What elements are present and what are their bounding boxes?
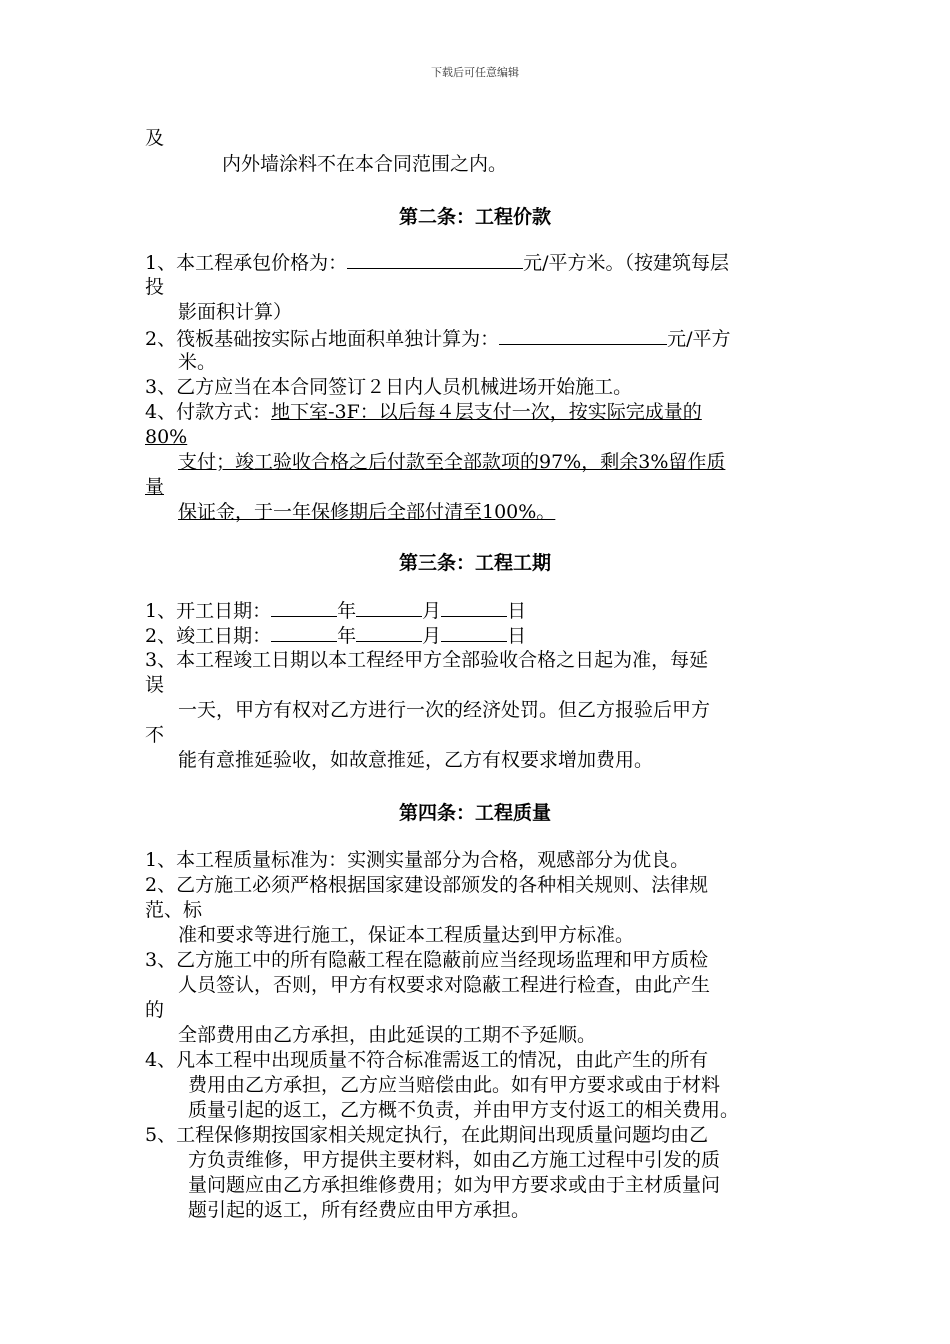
s3-item-3: 3、本工程竣工日期以本工程经甲方全部验收合格之日起为准，每延 [145,649,709,671]
s4-item-4-cont-2: 质量引起的返工，乙方概不负责，并由甲方支付返工的相关费用。 [188,1099,740,1121]
s3-item-3-cont-2: 能有意推延验收，如故意推延，乙方有权要求增加费用。 [178,749,654,771]
s4-item-5-cont-2: 量问题应由乙方承担维修费用；如为甲方要求或由于主材质量问 [188,1174,721,1196]
start-month-blank[interactable] [356,598,422,617]
s2-item-1-cont: 影面积计算） [178,301,293,323]
s4-item-3-cont-2: 全部费用由乙方承担，由此延误的工期不予延顺。 [178,1024,597,1046]
section-title-4: 第四条：工程质量 [398,802,551,824]
s4-item-1: 1、本工程质量标准为：实测实量部分为合格，观感部分为优良。 [145,849,690,871]
s2-item-1-wrap: 投 [145,276,165,298]
s2-item-4: 4、付款方式：地下室-3F：以后每４层支付一次，按实际完成量的 [145,401,702,423]
s4-item-4: 4、凡本工程中出现质量不符合标准需返工的情况，由此产生的所有 [145,1049,709,1071]
s4-item-5-cont-1: 方负责维修，甲方提供主要材料，如由乙方施工过程中引发的质 [188,1149,721,1171]
s4-item-3-cont-1: 人员签认，否则，甲方有权要求对隐蔽工程进行检查，由此产生 [178,974,711,996]
s4-item-3-wrap: 的 [145,999,165,1021]
section-title-3: 第三条：工程工期 [398,552,551,574]
s3-item-3-wrap-1: 误 [145,674,165,696]
s4-item-2-wrap: 范、标 [145,899,203,921]
s3-item-3-wrap-2: 不 [145,724,165,746]
price-blank[interactable] [347,250,523,269]
s2-item-1: 1、本工程承包价格为： 元/平方米。（按建筑每层 [145,252,729,274]
s2-item-4-cont-2: 保证金，于一年保修期后全部付清至100%。 [178,501,556,523]
s4-item-5: 5、工程保修期按国家相关规定执行，在此期间出现质量问题均由乙 [145,1124,709,1146]
s2-item-3: 3、乙方应当在本合同签订２日内人员机械进场开始施工。 [145,376,633,398]
s2-item-4-wrap-2: 量 [145,476,165,498]
raft-price-blank[interactable] [499,326,667,345]
s2-item-4-cont-1: 支付；竣工验收合格之后付款至全部款项的97%，剩余3%留作质 [178,451,726,473]
section-title-2: 第二条：工程价款 [398,206,551,228]
s4-item-5-cont-3: 题引起的返工，所有经费应由甲方承担。 [188,1199,531,1221]
start-date-line: 1、开工日期： 年 月 日 [145,600,527,622]
s4-item-4-cont-1: 费用由乙方承担，乙方应当赔偿由此。如有甲方要求或由于材料 [188,1074,721,1096]
page-header: 下载后可任意编辑 [431,66,519,79]
s4-item-2-cont: 准和要求等进行施工，保证本工程质量达到甲方标准。 [178,924,635,946]
s3-item-3-cont-1: 一天，甲方有权对乙方进行一次的经济处罚。但乙方报验后甲方 [178,699,711,721]
end-day-blank[interactable] [441,623,507,642]
s2-item-2-cont: 米。 [178,351,217,373]
end-month-blank[interactable] [356,623,422,642]
s4-item-2: 2、乙方施工必须严格根据国家建设部颁发的各种相关规则、法律规 [145,874,709,896]
start-day-blank[interactable] [441,598,507,617]
end-year-blank[interactable] [271,623,337,642]
start-year-blank[interactable] [271,598,337,617]
intro-line-2: 内外墙涂料不在本合同范围之内。 [222,153,508,175]
s4-item-3: 3、乙方施工中的所有隐蔽工程在隐蔽前应当经现场监理和甲方质检 [145,949,709,971]
s2-item-2: 2、筏板基础按实际占地面积单独计算为： 元/平方 [145,328,731,350]
end-date-line: 2、竣工日期： 年 月 日 [145,625,527,647]
intro-line-1: 及 [145,127,165,149]
s2-item-4-wrap-1: 80% [145,426,188,448]
